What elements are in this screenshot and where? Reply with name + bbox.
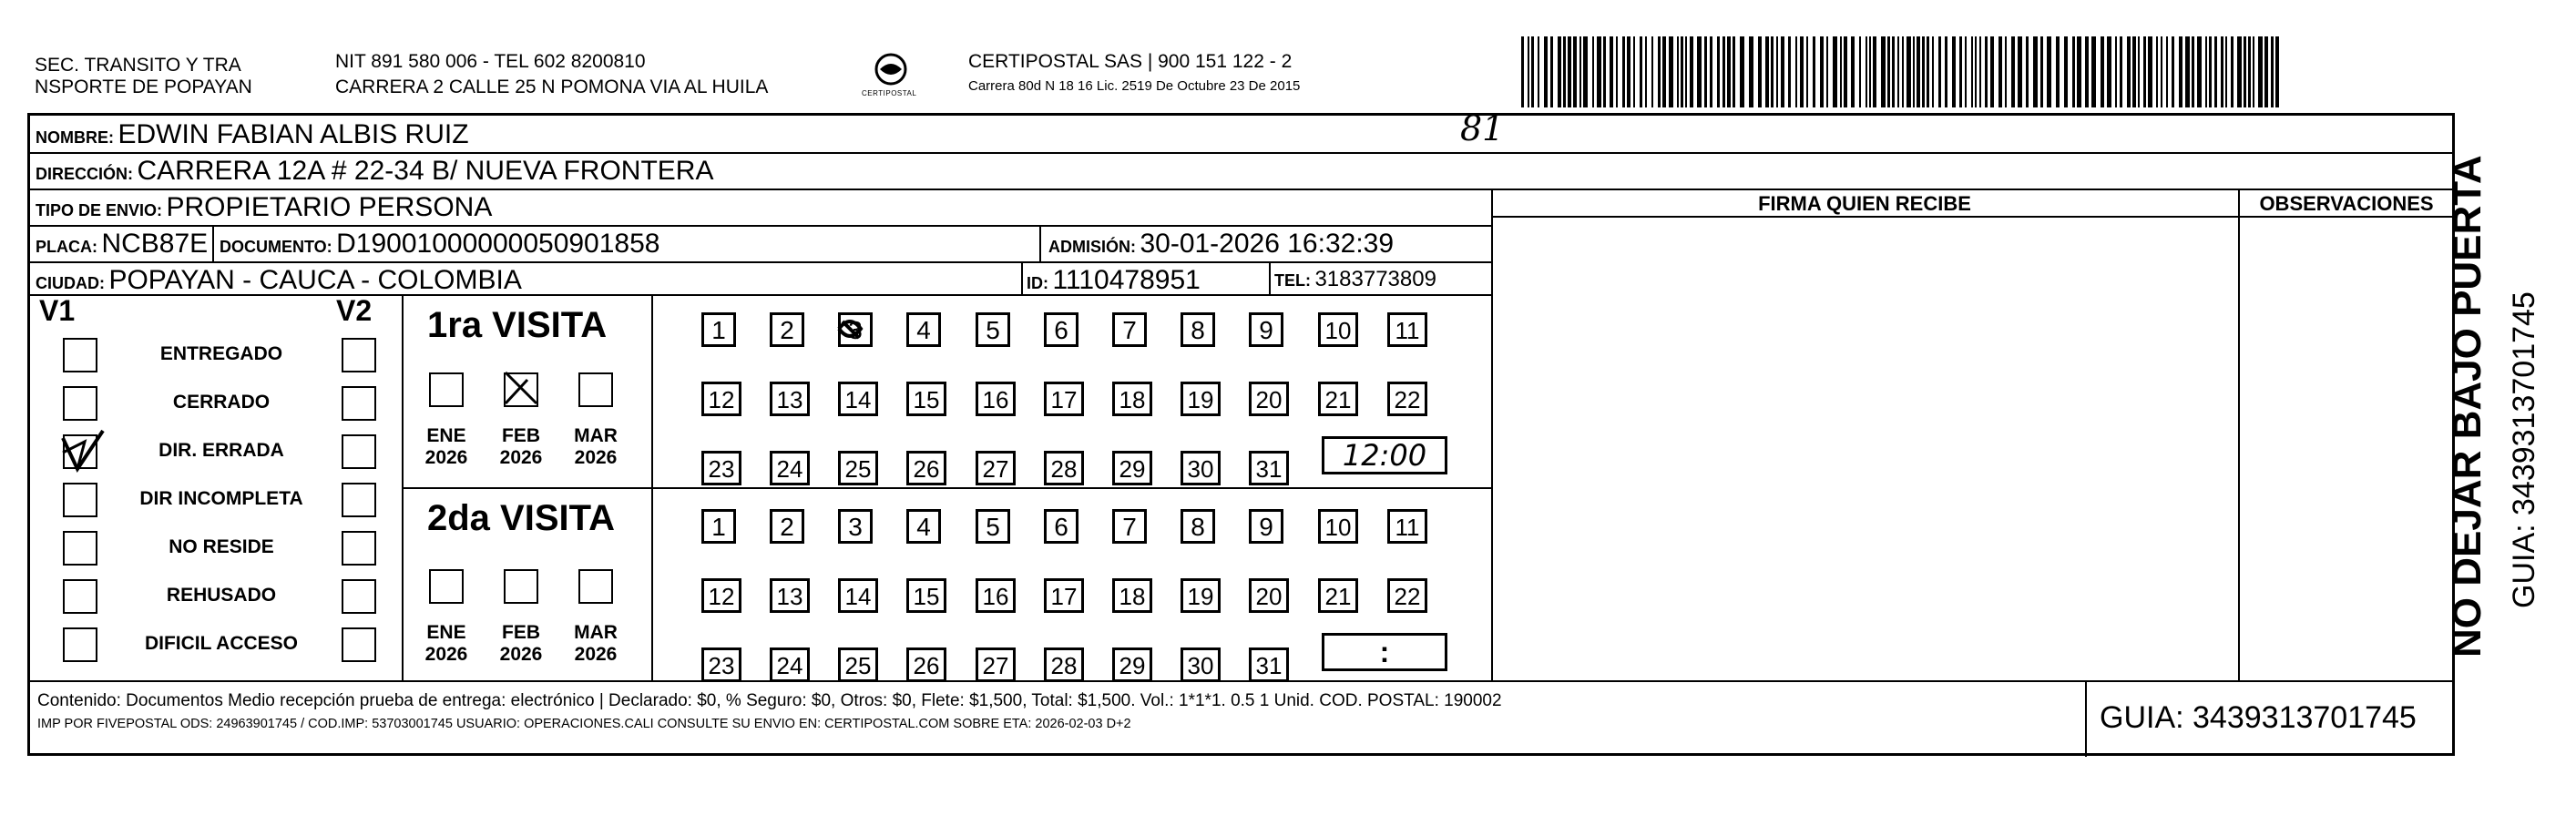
barcode-bar bbox=[1959, 36, 1962, 107]
day-box[interactable]: 12 bbox=[701, 382, 741, 416]
barcode-bar bbox=[1597, 36, 1601, 107]
day-box[interactable]: 5 bbox=[976, 509, 1010, 544]
side-warning: NO DEJAR BAJO PUERTA bbox=[2445, 155, 2489, 658]
certipostal-logo bbox=[862, 49, 917, 104]
v1-checkbox[interactable] bbox=[63, 531, 97, 566]
v2-checkbox[interactable] bbox=[342, 531, 376, 566]
month-year: 2026 bbox=[424, 644, 468, 665]
id-value: 1110478951 bbox=[1052, 265, 1201, 295]
courier-line-2: Carrera 80d N 18 16 Lic. 2519 De Octubre 23 De 2015 bbox=[968, 78, 1301, 94]
ciudad-label: CIUDAD: bbox=[36, 274, 105, 292]
day-box[interactable]: 19 bbox=[1181, 578, 1221, 613]
tipo-row bbox=[36, 192, 492, 223]
barcode-bar bbox=[2018, 36, 2022, 107]
barcode-bar bbox=[2033, 36, 2038, 107]
day-box[interactable]: 20 bbox=[1249, 578, 1289, 613]
barcode-bar bbox=[1544, 36, 1548, 107]
day-box[interactable]: 19 bbox=[1181, 382, 1221, 416]
sender-contact bbox=[335, 51, 768, 98]
barcode-bar bbox=[2271, 36, 2274, 107]
direccion-row bbox=[36, 156, 713, 187]
barcode-bar bbox=[2072, 36, 2075, 107]
barcode-bar bbox=[2197, 36, 2202, 107]
month-name: FEB bbox=[502, 622, 540, 643]
barcode-bar bbox=[1717, 36, 1720, 107]
direccion-value: CARRERA 12A # 22-34 B/ NUEVA FRONTERA bbox=[137, 156, 714, 186]
month-year: 2026 bbox=[574, 644, 618, 665]
barcode-bar bbox=[1781, 36, 1784, 107]
day-box[interactable]: 12 bbox=[701, 578, 741, 613]
day-box[interactable]: 6 bbox=[1044, 312, 1078, 347]
documento-label: DOCUMENTO: bbox=[220, 238, 332, 256]
day-box[interactable]: 1 bbox=[701, 509, 736, 544]
ciudad-value: POPAYAN - CAUCA - COLOMBIA bbox=[108, 265, 522, 295]
handwritten-mark: 81 bbox=[1460, 108, 1505, 148]
footer-imp: IMP POR FIVEPOSTAL ODS: 24963901745 / COD.IMP: 53703001745 USUARIO: OPERACIONES.CALI CONSULTE SU ENVIO EN: CERTIPOSTAL.COM SOBRE ETA: 2026-02-03 D+2 bbox=[37, 717, 1131, 731]
barcode bbox=[1521, 36, 2282, 107]
day-box[interactable]: 4 bbox=[906, 312, 941, 347]
v2-checkbox[interactable] bbox=[342, 627, 376, 662]
status-label: NO RESIDE bbox=[169, 536, 274, 557]
v2-label: V2 bbox=[336, 294, 373, 327]
barcode-bar bbox=[1840, 36, 1842, 107]
firma-header: FIRMA QUIEN RECIBE bbox=[1758, 192, 1971, 215]
day-box[interactable]: 14 bbox=[838, 382, 878, 416]
barcode-bar bbox=[1558, 36, 1561, 107]
courier-line-1: CERTIPOSTAL SAS | 900 151 122 - 2 bbox=[968, 51, 1293, 72]
month-name: MAR bbox=[574, 622, 618, 643]
barcode-bar bbox=[1917, 36, 1920, 107]
barcode-bar bbox=[1892, 36, 1895, 107]
barcode-bar bbox=[2214, 36, 2217, 107]
barcode-bar bbox=[1844, 36, 1847, 107]
month-checkbox[interactable] bbox=[429, 569, 464, 604]
barcode-bar bbox=[2077, 36, 2081, 107]
admision-row bbox=[1048, 229, 1394, 260]
status-label: DIFICIL ACCESO bbox=[144, 633, 298, 654]
barcode-bar bbox=[1932, 36, 1934, 107]
day-box[interactable]: 10 bbox=[1318, 509, 1358, 544]
barcode-bar bbox=[1998, 36, 2002, 107]
barcode-bar bbox=[1710, 36, 1712, 107]
day-box[interactable]: 8 bbox=[1181, 312, 1215, 347]
barcode-bar bbox=[1579, 36, 1581, 107]
day-box[interactable]: 14 bbox=[838, 578, 878, 613]
barcode-bar bbox=[1627, 36, 1630, 107]
barcode-bar bbox=[1788, 36, 1791, 107]
day-box[interactable]: 28 bbox=[1044, 451, 1084, 485]
month-checkbox[interactable] bbox=[578, 372, 613, 407]
barcode-bar bbox=[1531, 36, 1534, 107]
barcode-bar bbox=[1927, 36, 1929, 107]
barcode-bar bbox=[1563, 36, 1566, 107]
day-box[interactable]: 21 bbox=[1318, 382, 1358, 416]
barcode-bar bbox=[1902, 36, 1904, 107]
status-label: CERRADO bbox=[172, 392, 271, 413]
footer-guia: GUIA: 3439313701745 bbox=[2100, 700, 2417, 735]
tel-label: TEL: bbox=[1274, 271, 1311, 290]
barcode-bar bbox=[1690, 36, 1693, 107]
month-year: 2026 bbox=[424, 447, 468, 468]
day-box[interactable]: 15 bbox=[906, 578, 946, 613]
month-year: 2026 bbox=[499, 447, 543, 468]
day-box[interactable]: 29 bbox=[1112, 647, 1152, 682]
month-year: 2026 bbox=[574, 447, 618, 468]
barcode-bar bbox=[2209, 36, 2212, 107]
day-box[interactable]: 2 bbox=[770, 312, 804, 347]
barcode-bar bbox=[2185, 36, 2190, 107]
placa-value: NCB87E bbox=[101, 229, 209, 259]
barcode-bar bbox=[1704, 36, 1707, 107]
month-name: MAR bbox=[574, 425, 618, 446]
month-label bbox=[489, 425, 553, 469]
barcode-bar bbox=[1538, 36, 1539, 107]
barcode-bar bbox=[1938, 36, 1941, 107]
ciudad-row bbox=[36, 265, 522, 296]
barcode-bar bbox=[1965, 36, 1967, 107]
day-box[interactable]: 7 bbox=[1112, 312, 1147, 347]
second-visit-label: 2da VISITA bbox=[427, 498, 615, 538]
barcode-bar bbox=[2148, 36, 2152, 107]
v1-checkbox[interactable] bbox=[63, 434, 97, 469]
barcode-bar bbox=[2056, 36, 2060, 107]
observaciones-header: OBSERVACIONES bbox=[2259, 192, 2434, 215]
day-box[interactable]: 23 bbox=[701, 647, 741, 682]
placa-row bbox=[36, 229, 208, 260]
day-box[interactable]: 7 bbox=[1112, 509, 1147, 544]
status-label: DIR. ERRADA bbox=[158, 440, 284, 461]
barcode-bar bbox=[1887, 36, 1890, 107]
month-checkbox[interactable] bbox=[504, 372, 538, 407]
day-box[interactable]: 3 bbox=[838, 509, 873, 544]
barcode-bar bbox=[2258, 36, 2263, 107]
barcode-bar bbox=[1640, 36, 1642, 107]
footer-contents: Contenido: Documentos Medio recepción prueba de entrega: electrónico | Declarado: $0, % Seguro: $0, Otros: $0, Flete: $1,500, Total: $1,500. Vol.: 1*1*1. 0.5 1 Unid. COD. POSTAL: 190002 bbox=[37, 691, 1502, 710]
barcode-bar bbox=[1913, 36, 1915, 107]
month-checkbox[interactable] bbox=[504, 569, 538, 604]
barcode-bar bbox=[1776, 36, 1778, 107]
status-label: REHUSADO bbox=[166, 585, 277, 606]
barcode-bar bbox=[1771, 36, 1774, 107]
barcode-bar bbox=[2120, 36, 2122, 107]
barcode-bar bbox=[2264, 36, 2268, 107]
barcode-bar bbox=[1873, 36, 1876, 107]
barcode-bar bbox=[1800, 36, 1804, 107]
month-year: 2026 bbox=[499, 644, 543, 665]
day-box[interactable]: 27 bbox=[976, 647, 1016, 682]
day-box[interactable]: 17 bbox=[1044, 578, 1084, 613]
barcode-bar bbox=[2172, 36, 2174, 107]
sender-line-2: NSPORTE DE POPAYAN bbox=[35, 76, 252, 97]
barcode-bar bbox=[1685, 36, 1687, 107]
barcode-bar bbox=[1749, 36, 1753, 107]
v2-checkbox[interactable] bbox=[342, 386, 376, 421]
barcode-bar bbox=[2115, 36, 2117, 107]
day-box[interactable]: 9 bbox=[1249, 509, 1283, 544]
first-visit-label: 1ra VISITA bbox=[427, 305, 608, 345]
barcode-bar bbox=[1622, 36, 1625, 107]
barcode-bar bbox=[2231, 36, 2234, 107]
barcode-bar bbox=[2275, 36, 2279, 107]
day-box[interactable]: 20 bbox=[1249, 382, 1289, 416]
day-box[interactable]: 15 bbox=[906, 382, 946, 416]
barcode-bar bbox=[1922, 36, 1925, 107]
barcode-bar bbox=[2011, 36, 2015, 107]
day-box[interactable]: 6 bbox=[1044, 509, 1078, 544]
day-box[interactable]: 25 bbox=[838, 647, 878, 682]
barcode-bar bbox=[2166, 36, 2168, 107]
direccion-label: DIRECCIÓN: bbox=[36, 165, 133, 183]
barcode-bar bbox=[2107, 36, 2111, 107]
documento-row bbox=[220, 229, 659, 260]
delivery-form bbox=[27, 108, 2455, 756]
barcode-bar bbox=[2221, 36, 2223, 107]
day-box[interactable]: 28 bbox=[1044, 647, 1084, 682]
day-box[interactable]: 18 bbox=[1112, 382, 1152, 416]
day-box[interactable]: 17 bbox=[1044, 382, 1084, 416]
placa-label: PLACA: bbox=[36, 238, 97, 256]
barcode-bar bbox=[2132, 36, 2136, 107]
status-label: DIR INCOMPLETA bbox=[139, 488, 303, 509]
barcode-bar bbox=[2192, 36, 2194, 107]
v2-checkbox[interactable] bbox=[342, 434, 376, 469]
barcode-bar bbox=[2156, 36, 2158, 107]
barcode-bar bbox=[1758, 36, 1762, 107]
address-line: CARRERA 2 CALLE 25 N POMONA VIA AL HUILA bbox=[335, 76, 769, 97]
day-box[interactable]: 31 bbox=[1249, 647, 1289, 682]
v2-checkbox[interactable] bbox=[342, 579, 376, 614]
admision-label: ADMISIÓN: bbox=[1048, 238, 1136, 256]
nit-line: NIT 891 580 006 - TEL 602 8200810 bbox=[335, 51, 646, 72]
id-label: ID: bbox=[1027, 274, 1048, 292]
day-box[interactable]: 24 bbox=[770, 647, 810, 682]
barcode-bar bbox=[1869, 36, 1871, 107]
barcode-bar bbox=[1897, 36, 1899, 107]
barcode-bar bbox=[1722, 36, 1725, 107]
day-box[interactable]: 26 bbox=[906, 451, 946, 485]
barcode-bar bbox=[2040, 36, 2043, 107]
nombre-value: EDWIN FABIAN ALBIS RUIZ bbox=[118, 119, 469, 149]
barcode-bar bbox=[1881, 36, 1886, 107]
admision-value: 30-01-2026 16:32:39 bbox=[1140, 229, 1395, 259]
sender-name bbox=[35, 55, 252, 98]
day-box[interactable]: 23 bbox=[701, 451, 741, 485]
barcode-bar bbox=[2047, 36, 2051, 107]
barcode-bar bbox=[1610, 36, 1613, 107]
tel-row bbox=[1274, 267, 1436, 292]
barcode-bar bbox=[1616, 36, 1618, 107]
barcode-bar bbox=[1833, 36, 1837, 107]
day-box[interactable]: 2 bbox=[770, 509, 804, 544]
barcode-bar bbox=[1985, 36, 1988, 107]
barcode-bar bbox=[1795, 36, 1797, 107]
barcode-bar bbox=[2127, 36, 2131, 107]
barcode-bar bbox=[1906, 36, 1911, 107]
barcode-bar bbox=[2138, 36, 2140, 107]
barcode-bar bbox=[1990, 36, 1994, 107]
id-row bbox=[1027, 265, 1201, 296]
day-box[interactable]: 24 bbox=[770, 451, 810, 485]
barcode-bar bbox=[2205, 36, 2207, 107]
barcode-bar bbox=[1975, 36, 1977, 107]
month-name: ENE bbox=[426, 622, 466, 643]
day-box[interactable]: 22 bbox=[1387, 578, 1427, 613]
side-guia: GUIA: 3439313701745 bbox=[2507, 291, 2541, 608]
month-label bbox=[414, 622, 478, 666]
barcode-bar bbox=[1866, 36, 1867, 107]
month-label bbox=[564, 425, 628, 469]
barcode-bar bbox=[1806, 36, 1808, 107]
documento-value: D19001000000050901858 bbox=[336, 229, 660, 259]
barcode-bar bbox=[2064, 36, 2068, 107]
day-box[interactable]: 30 bbox=[1181, 451, 1221, 485]
day-box[interactable]: 27 bbox=[976, 451, 1016, 485]
barcode-bar bbox=[1651, 36, 1653, 107]
month-name: ENE bbox=[426, 425, 466, 446]
day-box[interactable]: 1 bbox=[701, 312, 736, 347]
day-box[interactable]: 29 bbox=[1112, 451, 1152, 485]
day-box[interactable]: 3 bbox=[838, 312, 873, 347]
day-box[interactable]: 21 bbox=[1318, 578, 1358, 613]
barcode-bar bbox=[1658, 36, 1661, 107]
barcode-bar bbox=[1765, 36, 1769, 107]
tipo-value: PROPIETARIO PERSONA bbox=[166, 192, 493, 222]
v1-checkbox[interactable] bbox=[63, 386, 97, 421]
month-label bbox=[489, 622, 553, 666]
v1-checkbox[interactable] bbox=[63, 338, 97, 372]
barcode-bar bbox=[2091, 36, 2096, 107]
v1-checkbox[interactable] bbox=[63, 579, 97, 614]
barcode-bar bbox=[1662, 36, 1666, 107]
barcode-bar bbox=[1583, 36, 1588, 107]
first-visit-time: 12:00 bbox=[1322, 436, 1447, 474]
day-box[interactable]: 5 bbox=[976, 312, 1010, 347]
month-checkbox[interactable] bbox=[578, 569, 613, 604]
tel-value: 3183773809 bbox=[1314, 267, 1436, 291]
barcode-bar bbox=[1727, 36, 1731, 107]
barcode-bar bbox=[1568, 36, 1571, 107]
barcode-bar bbox=[2085, 36, 2089, 107]
barcode-bar bbox=[1945, 36, 1947, 107]
barcode-bar bbox=[1820, 36, 1824, 107]
month-label bbox=[414, 425, 478, 469]
v2-checkbox[interactable] bbox=[342, 338, 376, 372]
nombre-label: NOMBRE: bbox=[36, 128, 114, 147]
barcode-bar bbox=[2101, 36, 2104, 107]
barcode-bar bbox=[2026, 36, 2029, 107]
v1-checkbox[interactable] bbox=[63, 483, 97, 517]
v2-checkbox[interactable] bbox=[342, 483, 376, 517]
barcode-bar bbox=[1550, 36, 1553, 107]
v1-checkbox[interactable] bbox=[63, 627, 97, 662]
barcode-bar bbox=[1813, 36, 1815, 107]
barcode-bar bbox=[1677, 36, 1679, 107]
barcode-bar bbox=[1979, 36, 1981, 107]
barcode-bar bbox=[2161, 36, 2162, 107]
day-box[interactable]: 8 bbox=[1181, 509, 1215, 544]
tipo-label: TIPO DE ENVIO: bbox=[36, 201, 163, 219]
barcode-bar bbox=[2253, 36, 2254, 107]
nombre-row bbox=[36, 119, 469, 150]
day-box[interactable]: 13 bbox=[770, 382, 810, 416]
day-box[interactable]: 16 bbox=[976, 382, 1016, 416]
barcode-bar bbox=[1573, 36, 1577, 107]
barcode-bar bbox=[1971, 36, 1973, 107]
barcode-bar bbox=[1669, 36, 1673, 107]
barcode-bar bbox=[2005, 36, 2007, 107]
barcode-bar bbox=[1697, 36, 1702, 107]
barcode-bar bbox=[1826, 36, 1828, 107]
day-box[interactable]: 4 bbox=[906, 509, 941, 544]
day-box[interactable]: 25 bbox=[838, 451, 878, 485]
day-box[interactable]: 11 bbox=[1387, 312, 1427, 347]
day-box[interactable]: 13 bbox=[770, 578, 810, 613]
day-box[interactable]: 10 bbox=[1318, 312, 1358, 347]
barcode-bar bbox=[1645, 36, 1647, 107]
barcode-bar bbox=[1733, 36, 1735, 107]
barcode-bar bbox=[2237, 36, 2242, 107]
v1-label: V1 bbox=[39, 294, 76, 327]
barcode-bar bbox=[1952, 36, 1956, 107]
day-box[interactable]: 18 bbox=[1112, 578, 1152, 613]
day-box[interactable]: 30 bbox=[1181, 647, 1221, 682]
barcode-bar bbox=[1851, 36, 1855, 107]
barcode-bar bbox=[2143, 36, 2146, 107]
day-box[interactable]: 22 bbox=[1387, 382, 1427, 416]
barcode-bar bbox=[1592, 36, 1594, 107]
barcode-bar bbox=[2179, 36, 2182, 107]
barcode-bar bbox=[2244, 36, 2246, 107]
barcode-bar bbox=[1521, 36, 1524, 107]
month-name: FEB bbox=[502, 425, 540, 446]
day-box[interactable]: 26 bbox=[906, 647, 946, 682]
barcode-bar bbox=[1603, 36, 1606, 107]
courier-info bbox=[968, 51, 1300, 95]
day-box[interactable]: 9 bbox=[1249, 312, 1283, 347]
day-box[interactable]: 31 bbox=[1249, 451, 1289, 485]
day-box[interactable]: 11 bbox=[1387, 509, 1427, 544]
second-visit-time: : bbox=[1322, 633, 1447, 671]
barcode-bar bbox=[1859, 36, 1861, 107]
status-label: ENTREGADO bbox=[159, 343, 283, 364]
sender-line-1: SEC. TRANSITO Y TRA bbox=[35, 55, 241, 76]
month-checkbox[interactable] bbox=[429, 372, 464, 407]
barcode-bar bbox=[2225, 36, 2227, 107]
logo-text: CERTIPOSTAL bbox=[862, 89, 917, 97]
barcode-bar bbox=[1740, 36, 1744, 107]
month-label bbox=[564, 622, 628, 666]
day-box[interactable]: 16 bbox=[976, 578, 1016, 613]
barcode-bar bbox=[1528, 36, 1529, 107]
barcode-bar bbox=[1681, 36, 1683, 107]
barcode-bar bbox=[2248, 36, 2251, 107]
barcode-bar bbox=[1633, 36, 1635, 107]
